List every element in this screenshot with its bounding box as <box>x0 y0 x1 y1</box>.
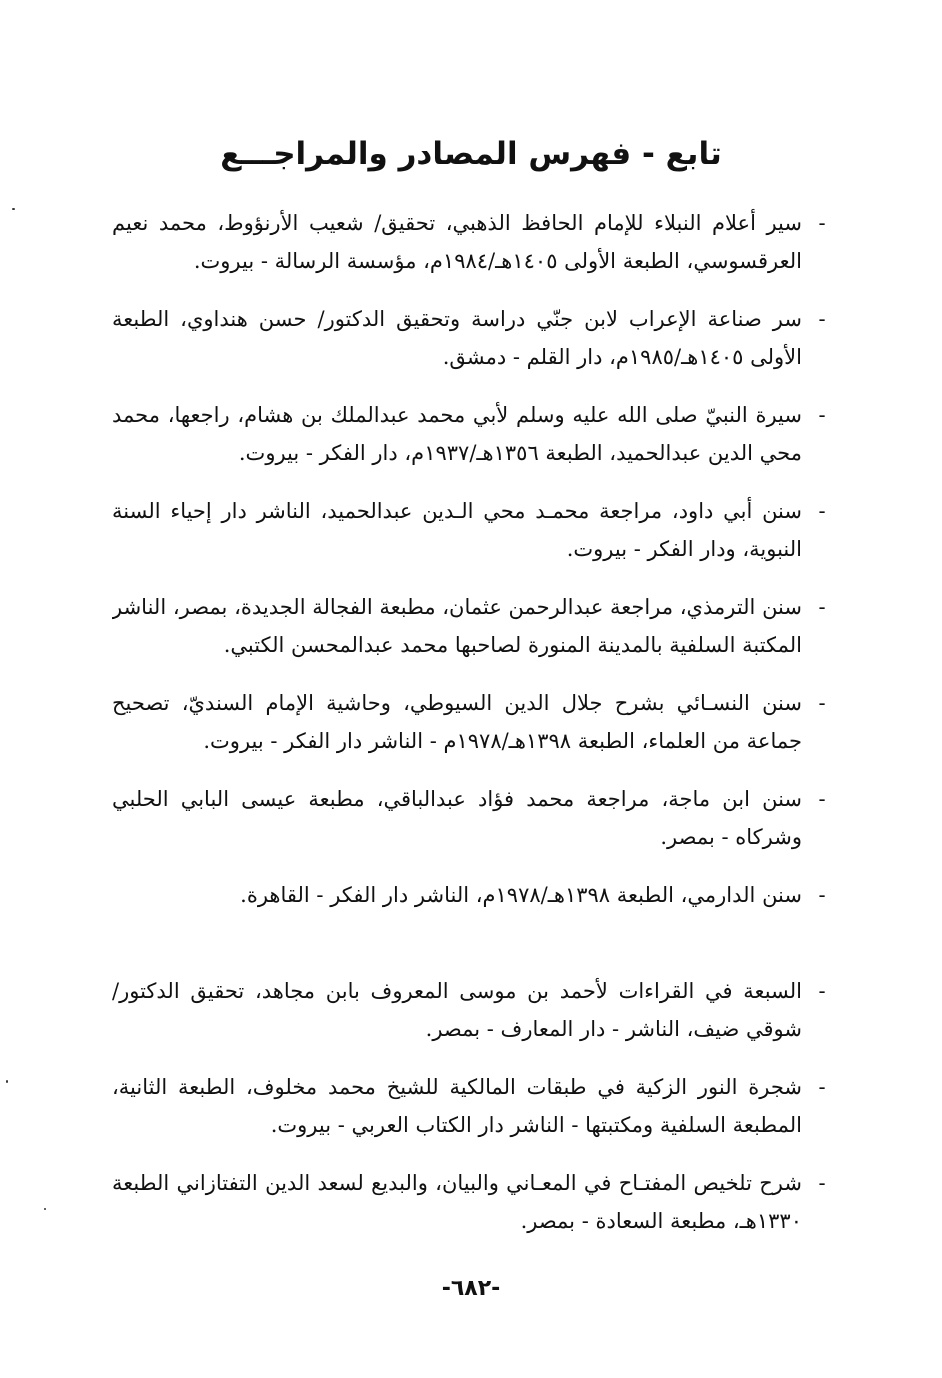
list-item <box>112 684 830 780</box>
list-item <box>112 204 830 300</box>
entry-dash: - <box>818 499 826 523</box>
list-item <box>112 972 830 1068</box>
list-item <box>112 396 830 492</box>
entry-text: شجرة النور الزكية في طبقات المالكية للشيخ محمد مخلوف، الطبعة الثانية، المطبعة السلفية ومكتبتها - الناشر دار الكتاب العربي - بيروت. <box>112 1075 802 1137</box>
entry-dash: - <box>818 595 826 619</box>
entry-dash: - <box>818 787 826 811</box>
list-item <box>112 1164 830 1260</box>
entry-text: سنن الترمذي، مراجعة عبدالرحمن عثمان، مطبعة الفجالة الجديدة، بمصر، الناشر المكتبة السلفية بالمدينة المنورة لصاحبها محمد عبدالمحسن الكتبي. <box>112 595 802 657</box>
entry-text: سنن النسـائي بشرح جلال الدين السيوطي، وحاشية الإمام السنديّ، تصحيح جماعة من العلماء، الطبعة ١٣٩٨هـ/١٩٧٨م - الناشر دار الفكر - بيروت. <box>112 691 802 753</box>
scan-speck <box>6 1080 8 1083</box>
list-item <box>112 876 830 972</box>
entry-text: سير أعلام النبلاء للإمام الحافظ الذهبي، تحقيق/ شعيب الأرنؤوط، محمد نعيم العرقسوسي، الطبعة الأولى ١٤٠٥هـ/١٩٨٤م، مؤسسة الرسالة - بيروت. <box>112 211 802 273</box>
entry-dash: - <box>818 691 826 715</box>
entry-dash: - <box>818 307 826 331</box>
entry-dash: - <box>818 883 826 907</box>
page-title: تابع - فهرس المصادر والمراجـــع <box>220 136 722 172</box>
entry-text: شرح تلخيص المفتـاح في المعـاني والبيان، والبديع لسعد الدين التفتازاني الطبعة ١٣٣٠هـ، مطبعة السعادة - بمصر. <box>112 1171 802 1233</box>
entry-text: سنن أبي داود، مراجعة محمـد محي الـدين عبدالحميد، الناشر دار إحياء السنة النبوية، ودار الفكر - بيروت. <box>112 499 802 561</box>
scan-speck <box>44 1208 46 1210</box>
list-item <box>112 300 830 396</box>
entry-dash: - <box>818 1171 826 1195</box>
entry-text: سر صناعة الإعراب لابن جنّي دراسة وتحقيق الدكتور/ حسن هنداوي، الطبعة الأولى ١٤٠٥هـ/١٩٨٥م، دار القلم - دمشق. <box>112 307 802 369</box>
entry-dash: - <box>818 403 826 427</box>
scan-speck <box>12 208 15 210</box>
entry-dash: - <box>818 1075 826 1099</box>
entry-text: سيرة النبيّ صلى الله عليه وسلم لأبي محمد عبدالملك بن هشام، راجعها، محمد محي الدين عبدالحميد، الطبعة ١٣٥٦هـ/١٩٣٧م، دار الفكر - بيروت. <box>112 403 802 465</box>
entry-dash: - <box>818 211 826 235</box>
list-item <box>112 492 830 588</box>
entry-text: السبعة في القراءات لأحمد بن موسى المعروف بابن مجاهد، تحقيق الدكتور/ شوقي ضيف، الناشر - دار المعارف - بمصر. <box>112 979 802 1041</box>
list-item <box>112 588 830 684</box>
list-item <box>112 780 830 876</box>
entry-text: سنن ابن ماجة، مراجعة محمد فؤاد عبدالباقي، مطبعة عيسى البابي الحلبي وشركاه - بمصر. <box>112 787 802 849</box>
entry-dash: - <box>818 979 826 1003</box>
entry-text: سنن الدارمي، الطبعة ١٣٩٨هـ/١٩٧٨م، الناشر دار الفكر - القاهرة. <box>240 883 802 907</box>
page-number: -٦٨٢- <box>441 1276 501 1301</box>
references-list <box>112 204 830 1260</box>
list-item <box>112 1068 830 1164</box>
